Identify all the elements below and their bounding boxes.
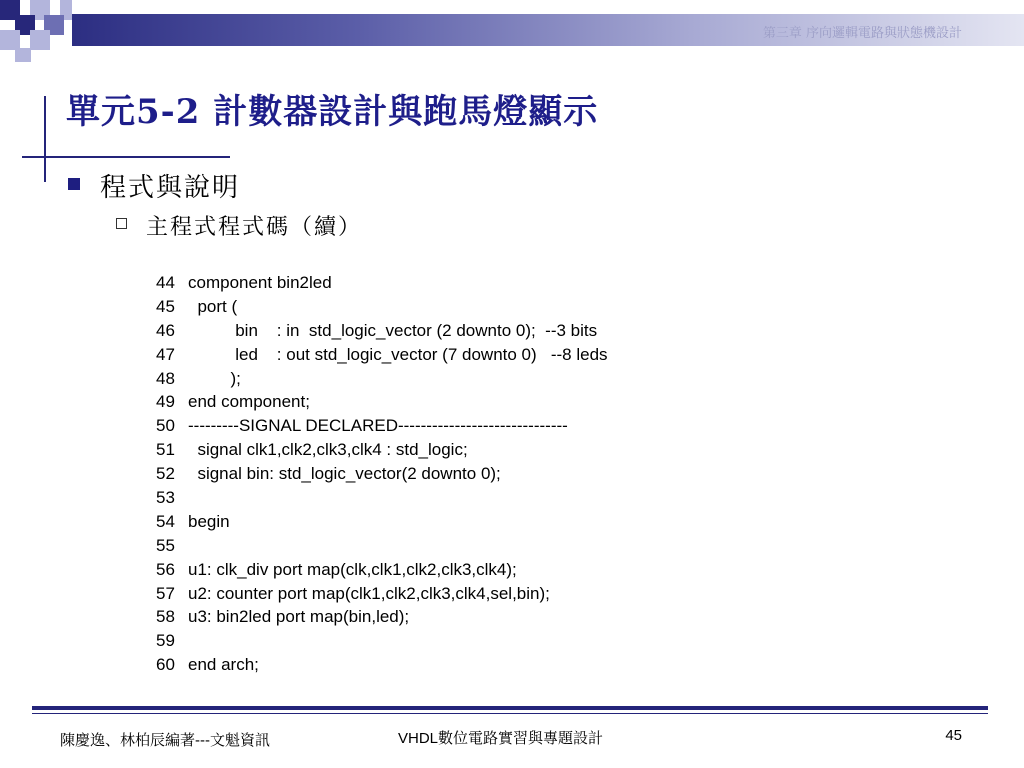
decor-square (0, 30, 20, 50)
code-line (156, 510, 608, 534)
code-line (156, 295, 608, 319)
code-text: ---------SIGNAL DECLARED------------------------------ (188, 416, 568, 436)
title-horizontal-rule (22, 156, 230, 158)
line-number: 48 (156, 368, 175, 388)
line-number: 59 (156, 631, 175, 651)
line-number: 47 (156, 344, 175, 364)
code-line (156, 414, 608, 438)
code-line (156, 534, 608, 558)
decor-square (30, 30, 50, 50)
line-number: 57 (156, 583, 175, 603)
code-text: ); (188, 368, 241, 388)
code-text: component bin2led (188, 273, 332, 292)
line-number: 53 (156, 488, 175, 508)
code-text: u2: counter port map(clk1,clk2,clk3,clk4,sel,bin); (188, 583, 550, 603)
code-line (156, 343, 608, 367)
code-text: begin (188, 511, 230, 531)
line-number: 45 (156, 296, 175, 316)
code-line (156, 367, 608, 391)
code-line (156, 319, 608, 343)
bullet-hollow-square-icon (116, 218, 127, 229)
code-line (156, 558, 608, 582)
code-line (156, 390, 608, 414)
code-text: signal clk1,clk2,clk3,clk4 : std_logic; (188, 440, 468, 460)
line-number: 52 (156, 464, 175, 484)
code-text: led : out std_logic_vector (7 downto 0) --8 leds (188, 344, 608, 364)
line-number: 60 (156, 655, 175, 675)
code-line (156, 582, 608, 606)
code-line (156, 486, 608, 510)
code-line (156, 462, 608, 486)
code-line (156, 438, 608, 462)
code-text: signal bin: std_logic_vector(2 downto 0); (188, 464, 501, 484)
line-number: 44 (156, 273, 175, 292)
line-number: 58 (156, 607, 175, 627)
code-text: u1: clk_div port map(clk,clk1,clk2,clk3,clk4); (188, 559, 517, 579)
chapter-title: 第三章 序向邏輯電路與狀態機設計 (762, 26, 962, 41)
footer-authors: 陳慶逸、林柏辰編著---文魁資訊 (60, 732, 270, 749)
line-number: 56 (156, 559, 175, 579)
line-number: 54 (156, 511, 175, 531)
decor-square (15, 48, 31, 62)
footer-rule (32, 706, 988, 710)
line-number: 49 (156, 392, 175, 412)
bullet-level2-text: 主程式程式碼（續） (146, 215, 363, 240)
code-line (156, 653, 608, 677)
code-line (156, 629, 608, 653)
line-number: 50 (156, 416, 175, 436)
code-text: port ( (188, 296, 238, 316)
code-line (156, 605, 608, 629)
line-number: 51 (156, 440, 175, 460)
title-vertical-rule (44, 96, 46, 182)
footer-book-title: VHDL數位電路實習與專題設計 (398, 730, 604, 747)
code-line (156, 271, 608, 295)
code-text: bin : in std_logic_vector (2 downto 0); --3 bits (188, 320, 598, 340)
code-listing (156, 271, 608, 677)
page-number: 45 (945, 727, 962, 744)
line-number: 55 (156, 535, 175, 555)
bullet-square-icon (68, 178, 80, 190)
code-text: end arch; (188, 655, 259, 675)
code-text: u3: bin2led port map(bin,led); (188, 607, 410, 627)
code-text: end component; (188, 392, 310, 412)
bullet-level1-text: 程式與說明 (100, 173, 241, 203)
page-title: 單元5-2 計數器設計與跑馬燈顯示 (66, 92, 599, 132)
footer-rule-thin (32, 713, 988, 714)
line-number: 46 (156, 320, 175, 340)
